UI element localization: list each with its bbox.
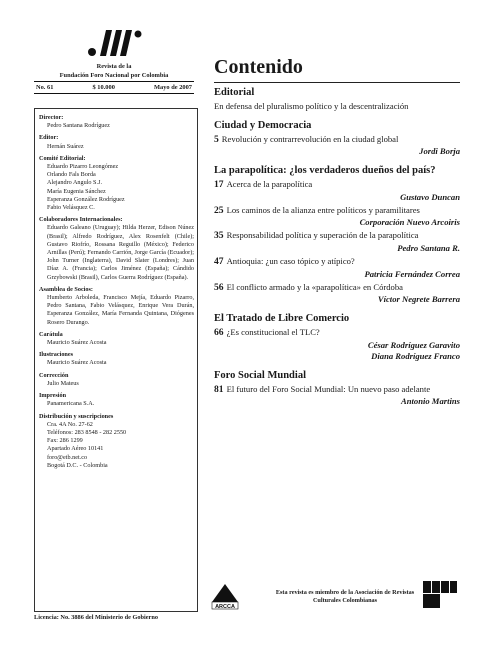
credits-paragraph: Eduardo Galeano (Uruguay); Hilda Herzer, Edison Núnez (Brasil); Alfredo Rodríguez, Alex Rosenfelt (Chile); Gustavo Riofrío, Rossana Reguillo (México); Federico Arnillas (Perú); Fernando Carrión, Jorge García (Ecuador); John Turner (Inglaterra), David Slater (Londres); Juan Díaz A. (Francia); Carlos Jiménez (España); Cándido Grzybowski (Brasil), Carlos Guerra Rodríguez (España).	[47, 224, 194, 281]
credits-line: Panamericana S.A.	[47, 400, 95, 408]
masthead-rule-bottom	[34, 93, 194, 94]
credits-label: Colaboradores Internacionales:	[39, 216, 123, 224]
credits-box	[34, 108, 198, 612]
toc-entry[interactable]	[214, 256, 460, 268]
credits-label: Asamblea de Socios:	[39, 285, 93, 293]
credits-line: foro@etb.net.co	[47, 453, 88, 461]
page-number: 35	[214, 230, 224, 242]
page-number: 56	[214, 281, 224, 293]
toc-entry[interactable]	[214, 230, 460, 242]
credits-line: Hernán Suárez	[47, 142, 84, 150]
section-gap	[214, 157, 460, 161]
credits-label: Corrección	[39, 371, 69, 379]
toc-entry[interactable]	[214, 384, 460, 396]
masthead-line2: Fundación Foro Nacional por Colombia	[59, 72, 169, 79]
credits-label: Editor:	[39, 134, 59, 142]
credits-section	[39, 372, 194, 388]
section-gap	[214, 362, 460, 366]
credits-line: Apartado Aéreo 10141	[47, 445, 104, 453]
toc-entry[interactable]	[214, 205, 460, 217]
section-heading: Editorial	[214, 87, 255, 98]
toc-entry[interactable]	[214, 134, 460, 146]
page-number: 81	[214, 383, 224, 395]
article-author: Pedro Santana R.	[397, 242, 460, 253]
credits-line: Esperanza González Rodríguez	[47, 195, 125, 203]
table-of-contents	[214, 56, 460, 411]
article-author: Víctor Negrete Barrera	[377, 294, 460, 305]
credits-line: Orlando Fals Borda	[47, 171, 96, 179]
credits-line: Cra. 4A No. 27-62	[47, 420, 93, 428]
masthead	[34, 62, 194, 95]
section-heading: La parapolítica: ¿los verdaderos dueños del país?	[214, 165, 436, 177]
article-author: Patricia Fernández Correa	[364, 268, 460, 279]
credits-label: Director:	[39, 114, 64, 121]
masthead-line1: Revista de la	[96, 63, 132, 70]
credits-section	[39, 134, 194, 150]
arcca-logo-icon	[210, 580, 240, 610]
credits-label: Distribución y suscripciones	[39, 412, 114, 420]
credits-section	[39, 331, 194, 347]
article-author: Corporación Nuevo Arcoiris	[359, 217, 460, 228]
article-title: ¿Es constitucional el TLC?	[226, 327, 320, 338]
article-author: Diana Rodríguez Franco	[371, 350, 460, 361]
toc-entry[interactable]	[214, 327, 460, 339]
contents-list	[214, 86, 460, 411]
article-author: Gustavo Duncan	[400, 191, 460, 202]
credits-line: Bogotá D.C. - Colombia	[47, 461, 108, 469]
article-title: Antioquia: ¿un caso tópico y atípico?	[226, 255, 355, 266]
contents-title: Contenido	[214, 56, 303, 78]
credits-section	[39, 155, 194, 212]
credits-section	[39, 286, 194, 327]
journal-logo-icon	[86, 26, 146, 58]
section-heading: El Tratado de Libre Comercio	[214, 313, 350, 325]
credits-line: Fabio Velásquez C.	[47, 204, 95, 212]
article-author: César Rodríguez Garavito	[367, 339, 460, 350]
credits-section	[39, 351, 194, 367]
page-number: 5	[214, 133, 219, 145]
article-title: Los caminos de la alianza entre políticos y paramilitares	[226, 204, 420, 215]
section-heading: Foro Social Mundial	[214, 369, 306, 381]
issue-price: $ 10.000	[92, 84, 115, 91]
contents-rule	[214, 82, 460, 83]
article-title: En defensa del pluralismo político y la descentralización	[214, 101, 409, 111]
section-gap	[214, 112, 460, 116]
article-title: El conflicto armado y la «parapolítica» en Córdoba	[226, 281, 403, 292]
credits-line: Eduardo Pizarro Leongómez	[47, 163, 119, 171]
credits-label: Carátula	[39, 330, 63, 338]
credits-section	[39, 413, 194, 470]
masthead-rule	[34, 81, 194, 82]
credits-paragraph: Humberto Arboleda, Francisco Mejía, Eduardo Pizarro, Pedro Santana, Fabio Velásquez, Enrique Vera Durán, Esperanza González, María Fernanda Quintana, Diógenes Rosero Durango.	[47, 294, 194, 326]
credits-line: Teléfonos: 283 8548 - 282 2550	[47, 428, 127, 436]
license-text: Licencia: No. 3886 del Ministerio de Gobierno	[34, 614, 159, 621]
credits-label: Ilustraciones	[39, 351, 74, 359]
credits-section	[39, 216, 194, 282]
arcca-label: ARCCA	[215, 604, 235, 610]
credits-line: Mauricio Suárez Acosta	[47, 359, 107, 367]
issue-number: No. 61	[36, 84, 54, 91]
credits-label: Comité Editorial:	[39, 154, 86, 162]
article-title: Acerca de la parapolítica	[226, 179, 313, 190]
page-number: 66	[214, 327, 224, 339]
credits-line: Fax: 286 1299	[47, 437, 83, 445]
arcc-emblem-icon	[420, 578, 460, 612]
article-author: Jordi Borja	[419, 146, 460, 157]
credits-line: Alejandro Angulo S.J.	[47, 179, 102, 187]
toc-entry[interactable]	[214, 101, 460, 112]
page-number: 47	[214, 255, 224, 267]
page-number: 25	[214, 204, 224, 216]
section-gap	[214, 305, 460, 309]
credits-label: Impresión	[39, 392, 67, 400]
article-title: Responsabilidad política y superación de la parapolítica	[226, 230, 419, 241]
article-author: Antonio Martins	[401, 396, 460, 407]
section-gap	[214, 407, 460, 411]
toc-entry[interactable]	[214, 179, 460, 191]
article-title: Revolución y contrarrevolución en la ciudad global	[221, 133, 399, 144]
credits-section	[39, 392, 194, 408]
section-heading: Ciudad y Democracia	[214, 119, 312, 131]
association-member-text: Esta revista es miembro de la Asociación de Revistas Culturales Colombianas	[275, 589, 415, 604]
article-title: El futuro del Foro Social Mundial: Un nuevo paso adelante	[226, 383, 431, 394]
credits-line: María Eugenia Sánchez	[47, 187, 106, 195]
credits-line: Mauricio Suárez Acosta	[47, 339, 107, 347]
credits-section	[39, 114, 194, 130]
issue-date: Mayo de 2007	[154, 84, 192, 91]
credits-line: Julio Mateus	[47, 379, 79, 387]
page-number: 17	[214, 179, 224, 191]
toc-entry[interactable]	[214, 282, 460, 294]
credits-line: Pedro Santana Rodríguez	[47, 122, 110, 130]
